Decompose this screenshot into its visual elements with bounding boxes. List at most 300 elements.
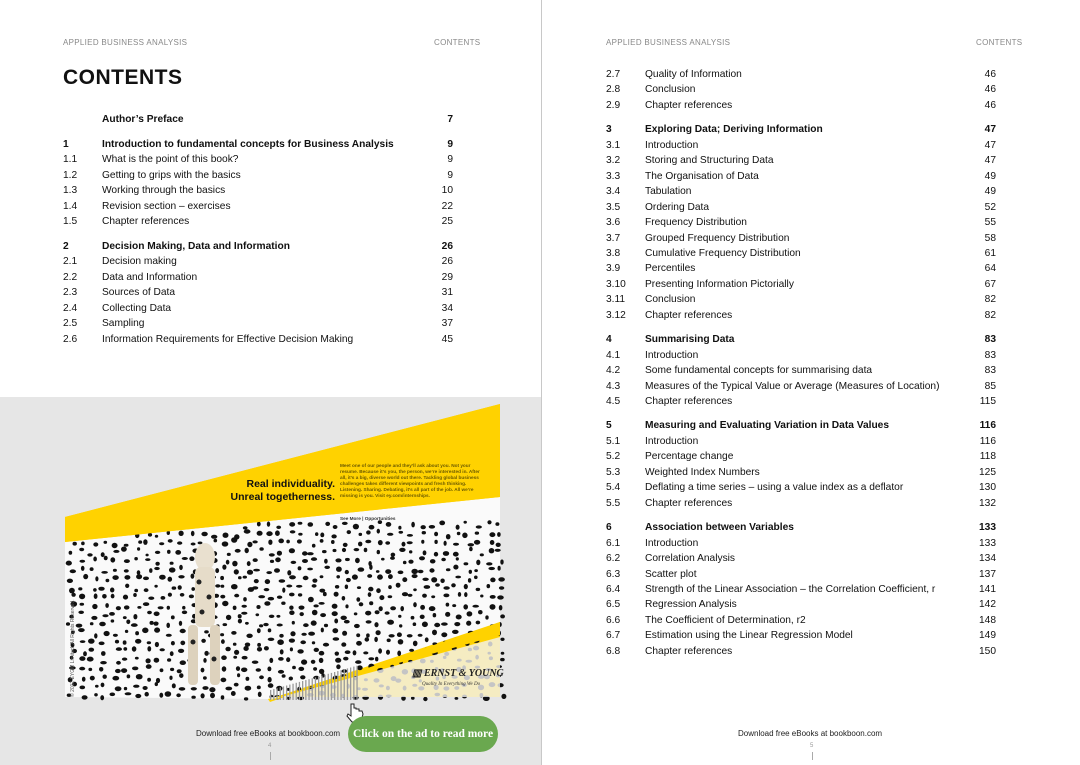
stripe [283, 686, 284, 700]
dalmatian-spot [430, 559, 436, 563]
dalmatian-spot [399, 548, 405, 552]
dalmatian-spot [267, 521, 270, 526]
toc-number: 4.2 [606, 365, 621, 377]
dalmatian-spot [443, 586, 449, 590]
dalmatian-spot [121, 668, 127, 673]
dalmatian-spot [154, 612, 160, 617]
dalmatian-spot [429, 606, 436, 611]
toc-section-row[interactable] [606, 69, 996, 83]
toc-section-row[interactable] [63, 256, 453, 270]
dalmatian-spot [379, 595, 384, 600]
toc-section-row[interactable] [63, 287, 453, 301]
dalmatian-spot [335, 558, 341, 562]
dalmatian-spot [94, 633, 97, 638]
toc-chapter-row[interactable] [63, 241, 453, 255]
toc-section-row[interactable] [63, 170, 453, 184]
dalmatian-spot [363, 651, 368, 654]
advertisement[interactable] [0, 397, 541, 765]
dalmatian-spot [455, 697, 459, 700]
toc-page-number: 83 [984, 365, 996, 377]
toc-page-number: 149 [979, 630, 996, 642]
ad-headline-line-2: Unreal togetherness. [230, 491, 335, 503]
dalmatian-spot [308, 522, 314, 527]
dalmatian-spot [137, 570, 141, 575]
dalmatian-spot [90, 676, 95, 681]
dalmatian-spot [104, 541, 108, 544]
dalmatian-spot [345, 650, 351, 654]
dalmatian-spot [290, 530, 296, 533]
dalmatian-spot [134, 557, 138, 560]
dalmatian-spot [500, 638, 504, 641]
dalmatian-spot [116, 661, 121, 665]
toc-number: 1 [63, 138, 69, 150]
dalmatian-spot [111, 619, 115, 622]
dalmatian-spot [146, 554, 149, 557]
dalmatian-spot [289, 610, 294, 615]
toc-section-row[interactable] [606, 84, 996, 98]
toc-chapter-row[interactable] [606, 420, 996, 434]
dalmatian-spot [135, 631, 139, 635]
toc-chapter-row[interactable] [606, 522, 996, 536]
dalmatian-spot [256, 668, 261, 671]
dalmatian-spot [413, 588, 417, 591]
dalmatian-spot [222, 565, 226, 570]
dalmatian-spot [369, 601, 373, 605]
dalmatian-spot [105, 603, 109, 608]
stripe [312, 678, 313, 700]
toc-section-row[interactable] [63, 201, 453, 215]
dalmatian-spot [345, 585, 348, 590]
dalmatian-spot [76, 624, 83, 628]
toc-title: Strength of the Linear Association – the Correlation Coefficient, r [645, 583, 936, 595]
dalmatian-spot [458, 592, 461, 597]
toc-title: Percentiles [645, 263, 696, 275]
dalmatian-spot [100, 661, 107, 664]
toc-page-number: 133 [979, 522, 996, 534]
toc-page-number: 130 [979, 482, 996, 494]
dalmatian-spot [182, 557, 188, 560]
dalmatian-spot [312, 544, 316, 548]
dalmatian-spot [160, 648, 165, 651]
toc-chapter-row[interactable] [63, 114, 453, 128]
dalmatian-spot [453, 565, 458, 570]
dalmatian-spot [286, 585, 292, 588]
dalmatian-spot [257, 522, 261, 527]
toc-number: 1.3 [63, 185, 78, 196]
dalmatian-spot [124, 687, 127, 690]
toc-section-row[interactable] [606, 482, 996, 496]
toc-section-row[interactable] [606, 171, 996, 185]
dalmatian-spot [254, 579, 259, 583]
toc-page-number: 150 [979, 645, 996, 657]
dalmatian-spot [385, 541, 390, 544]
toc-page-number: 137 [979, 568, 996, 580]
dalmatian-spot [134, 589, 138, 593]
dalmatian-spot [453, 552, 459, 557]
dalmatian-spot [253, 558, 258, 562]
toc-chapter-row[interactable] [606, 334, 996, 348]
toc-number: 6.6 [606, 614, 621, 626]
dalmatian-spot [102, 594, 107, 599]
toc-title: Introduction [645, 435, 699, 447]
dalmatian-spot [464, 592, 467, 597]
toc-page-number: 141 [979, 583, 996, 595]
dalmatian-spot [278, 539, 284, 544]
dalmatian-spot [376, 570, 380, 573]
dalmatian-spot [411, 522, 415, 528]
dalmatian-spot [413, 641, 418, 647]
dalmatian-spot [155, 642, 159, 647]
toc-number: 3.6 [606, 217, 621, 229]
dalmatian-spot [81, 542, 85, 546]
dalmatian-spot [276, 526, 281, 529]
dalmatian-spot [231, 691, 236, 696]
dalmatian-spot [478, 610, 483, 614]
toc-number: 3.9 [606, 263, 621, 275]
toc-section-row[interactable] [63, 272, 453, 286]
dalmatian-spot [149, 568, 152, 573]
dalmatian-spot [112, 676, 119, 681]
toc-page-number: 83 [984, 334, 996, 346]
toc-section-row[interactable] [606, 467, 996, 481]
toc-number: 2.5 [63, 318, 78, 329]
dalmatian-spot [160, 668, 164, 672]
toc-section-row[interactable] [606, 396, 996, 410]
dalmatian-spot [265, 579, 270, 584]
dalmatian-spot [268, 597, 274, 601]
dalmatian-spot [264, 601, 270, 606]
toc-section-row[interactable] [606, 538, 996, 552]
dalmatian-spot [289, 522, 295, 527]
toc-section-row[interactable] [606, 202, 996, 216]
toc-title: Chapter references [645, 497, 733, 509]
dalmatian-spot [335, 585, 339, 589]
running-header-section: CONTENTS [434, 38, 481, 47]
dalmatian-spot [238, 576, 242, 579]
toc-section-row[interactable] [606, 279, 996, 293]
stripe [347, 668, 348, 700]
dalmatian-spot [499, 605, 503, 610]
toc-number: 3.10 [606, 278, 626, 290]
toc-number: 2.4 [63, 302, 78, 314]
toc-title: Author’s Preface [102, 114, 184, 125]
dalmatian-spot [264, 646, 269, 650]
dalmatian-spot [244, 529, 251, 533]
toc-title: Summarising Data [645, 334, 735, 346]
dalmatian-spot [320, 575, 324, 578]
stripe [337, 671, 338, 700]
dalmatian-spot [78, 587, 82, 590]
ad-copyright: © 2012 EYGM Limited. All Rights Reserved. [70, 599, 76, 697]
toc-number: 1.5 [63, 216, 78, 227]
dalmatian-spot [490, 595, 496, 599]
dalmatian-spot [115, 686, 122, 691]
dalmatian-spot [388, 574, 393, 579]
dalmatian-spot [100, 695, 104, 700]
dalmatian-spot [387, 639, 391, 643]
dalmatian-spot [168, 539, 173, 543]
toc-page-number: 47 [984, 155, 996, 167]
stripe [270, 690, 271, 700]
toc-number: 2.9 [606, 99, 621, 111]
toc-chapter-row[interactable] [63, 139, 453, 153]
dalmatian-spot [231, 584, 238, 589]
dalmatian-spot [101, 571, 108, 574]
toc-title: Measures of the Typical Value or Average (Measures of Location) [645, 380, 940, 392]
toc-section-row[interactable] [606, 140, 996, 154]
dalmatian-spot [79, 594, 85, 600]
dalmatian-spot [123, 640, 127, 644]
dalmatian-spot [172, 683, 176, 688]
toc-section-row[interactable] [63, 303, 453, 317]
dalmatian-spot [420, 605, 425, 610]
dalmatian-spot [366, 633, 370, 637]
dalmatian-spot [388, 595, 393, 598]
dalmatian-spot [133, 685, 139, 688]
dalmatian-spot [269, 553, 275, 556]
toc-title: Conclusion [645, 294, 696, 306]
dalmatian-spot [429, 568, 434, 572]
toc-number: 6.3 [606, 568, 621, 580]
dalmatian-spot [455, 576, 461, 579]
toc-page-number: 37 [441, 318, 453, 329]
dalmatian-spot [397, 651, 401, 657]
stripe [276, 688, 277, 700]
toc-title: Collecting Data [102, 302, 172, 314]
dalmatian-spot [234, 683, 239, 687]
toc-section-row[interactable] [63, 154, 453, 168]
toc-title: Estimation using the Linear Regression Model [645, 630, 853, 642]
dalmatian-spot [125, 630, 128, 633]
dalmatian-spot [153, 622, 158, 626]
toc-section-row[interactable] [606, 350, 996, 364]
dalmatian-spot [422, 531, 426, 534]
dalmatian-spot [385, 611, 390, 614]
toc-section-row[interactable] [606, 584, 996, 598]
dalmatian-spot [180, 641, 185, 646]
dalmatian-spot [411, 616, 415, 620]
dalmatian-spot [302, 551, 308, 555]
dalmatian-spot [344, 620, 350, 624]
dalmatian-spot [385, 569, 391, 574]
dalmatian-spot [377, 574, 383, 579]
dalmatian-spot [445, 612, 450, 617]
toc-title: Scatter plot [645, 568, 697, 580]
toc-title: Measuring and Evaluating Variation in Data Values [645, 420, 890, 432]
toc-page-number: 132 [979, 497, 996, 509]
dalmatian-spot [238, 614, 242, 618]
dalmatian-spot [396, 583, 401, 588]
dalmatian-spot [161, 596, 166, 600]
dalmatian-spot [123, 595, 128, 600]
dalmatian-spot [320, 613, 326, 617]
toc-section-row[interactable] [606, 381, 996, 395]
dalmatian-spot [94, 693, 98, 696]
dalmatian-spot [336, 664, 340, 669]
toc-number: 4.3 [606, 380, 621, 392]
toc-title: Working through the basics [102, 185, 226, 196]
dalmatian-spot [277, 624, 283, 627]
toc-title: Introduction [645, 139, 699, 151]
toc-page-number: 133 [979, 537, 996, 549]
dalmatian-spot [154, 585, 157, 588]
dalmatian-spot [353, 524, 359, 530]
toc-page-number: 31 [441, 287, 453, 298]
dalmatian-spot [178, 649, 184, 653]
toc-page-number: 26 [441, 240, 453, 252]
toc-title: Presenting Information Pictorially [645, 278, 794, 290]
toc-title: Percentage change [645, 451, 734, 463]
toc-section-row[interactable] [606, 186, 996, 200]
dalmatian-spot [179, 621, 182, 626]
toc-section-row[interactable] [606, 599, 996, 613]
dalmatian-spot [172, 586, 177, 589]
stripe [280, 687, 281, 700]
toc-number: 3.12 [606, 309, 626, 321]
dalmatian-spot [112, 575, 118, 580]
dalmatian-spot [420, 615, 425, 619]
dalmatian-spot [154, 567, 160, 570]
dalmatian-spot [368, 592, 372, 597]
dalmatian-spot [263, 623, 268, 626]
right-page-number: 5 [810, 743, 814, 749]
dalmatian-spot [81, 566, 85, 571]
dalmatian-spot [124, 605, 130, 609]
dalmatian-spot [268, 628, 272, 632]
dalmatian-spot [269, 658, 273, 663]
dalmatian-spot [125, 584, 129, 588]
dalmatian-spot [268, 638, 275, 641]
toc-section-row[interactable] [606, 630, 996, 644]
dalmatian-spot [101, 683, 105, 688]
dalmatian-spot [169, 676, 172, 680]
dalmatian-spot [82, 695, 88, 699]
dalmatian-spot [343, 543, 348, 547]
toc-section-row[interactable] [606, 615, 996, 629]
toc-section-row[interactable] [606, 436, 996, 450]
dalmatian-spot [341, 642, 346, 646]
dalmatian-spot [289, 548, 295, 553]
toc-number: 3.1 [606, 139, 621, 151]
dalmatian-spot [169, 567, 176, 572]
dalmatian-spot [243, 526, 248, 529]
dalmatian-spot [234, 650, 239, 655]
dalmatian-spot [225, 647, 230, 652]
toc-section-row[interactable] [606, 569, 996, 583]
dalmatian-spot [307, 568, 313, 571]
toc-section-row[interactable] [606, 248, 996, 262]
ad-see-more-link[interactable]: See More | Opportunities [340, 516, 396, 521]
click-ad-button[interactable]: Click on the ad to read more [348, 716, 498, 752]
stripe [292, 684, 293, 700]
dalmatian-spot [179, 565, 183, 570]
left-footer-tick [270, 752, 271, 760]
toc-section-row[interactable] [606, 217, 996, 231]
running-header-title: APPLIED BUSINESS ANALYSIS [63, 38, 188, 47]
toc-number: 3.8 [606, 247, 621, 259]
dalmatian-spot [434, 540, 437, 544]
toc-section-row[interactable] [606, 155, 996, 169]
toc-section-row[interactable] [606, 646, 996, 660]
dalmatian-spot [319, 669, 324, 674]
dalmatian-spot [292, 621, 295, 625]
toc-title: Decision Making, Data and Information [102, 240, 290, 252]
dalmatian-spot [275, 557, 281, 562]
toc-section-row[interactable] [606, 310, 996, 324]
toc-chapter-row[interactable] [606, 124, 996, 138]
dalmatian-spot [106, 579, 110, 582]
toc-section-row[interactable] [606, 553, 996, 567]
dalmatian-spot [113, 634, 118, 637]
dalmatian-spot [496, 543, 501, 547]
toc-section-row[interactable] [63, 318, 453, 332]
dalmatian-spot [88, 639, 95, 644]
toc-section-row[interactable] [606, 451, 996, 465]
dalmatian-spot [495, 522, 499, 526]
dalmatian-spot [368, 587, 373, 592]
toc-section-row[interactable] [63, 334, 453, 348]
dalmatian-spot [498, 566, 501, 571]
toc-section-row[interactable] [606, 294, 996, 308]
dalmatian-spot [472, 605, 479, 608]
dalmatian-spot [381, 558, 385, 561]
toc-page-number: 9 [447, 154, 453, 165]
dalmatian-spot [167, 606, 170, 610]
toc-section-row[interactable] [606, 233, 996, 247]
dalmatian-spot [302, 559, 308, 563]
toc-page-number: 82 [984, 309, 996, 321]
toc-section-row[interactable] [63, 216, 453, 230]
toc-section-row[interactable] [606, 100, 996, 114]
dalmatian-spot [180, 660, 186, 665]
toc-page-number: 46 [984, 99, 996, 111]
dalmatian-spot [125, 692, 132, 695]
toc-section-row[interactable] [606, 263, 996, 277]
dalmatian-spot [366, 620, 372, 623]
toc-section-row[interactable] [606, 498, 996, 512]
dalmatian-spot [292, 666, 296, 670]
toc-number: 1.1 [63, 154, 78, 165]
toc-section-row[interactable] [606, 365, 996, 379]
dalmatian-spot [291, 561, 297, 564]
dalmatian-spot [429, 525, 435, 529]
dalmatian-spot [270, 560, 274, 563]
dalmatian-spot [83, 574, 88, 579]
dalmatian-spot [322, 550, 327, 553]
right-footer-download[interactable]: Download free eBooks at bookboon.com [738, 729, 883, 738]
dalmatian-spot [345, 604, 348, 608]
toc-number: 3.11 [606, 294, 626, 306]
dalmatian-spot [178, 575, 184, 578]
dalmatian-spot [342, 522, 348, 525]
left-footer-download[interactable]: Download free eBooks at bookboon.com [196, 729, 341, 738]
dalmatian-spot [342, 631, 347, 636]
stripe [302, 681, 303, 700]
dalmatian-spot [266, 531, 272, 536]
dalmatian-spot [243, 597, 247, 601]
dalmatian-spot [369, 565, 372, 570]
dalmatian-spot [69, 588, 75, 594]
dalmatian-spot [177, 669, 182, 673]
dalmatian-spot [354, 612, 358, 615]
dalmatian-spot [104, 556, 108, 561]
dalmatian-spot [94, 593, 98, 599]
dalmatian-spot [93, 542, 98, 546]
dalmatian-spot [246, 677, 250, 681]
dalmatian-spot [398, 615, 401, 618]
toc-section-row[interactable] [63, 185, 453, 199]
dalmatian-spot [78, 628, 85, 632]
